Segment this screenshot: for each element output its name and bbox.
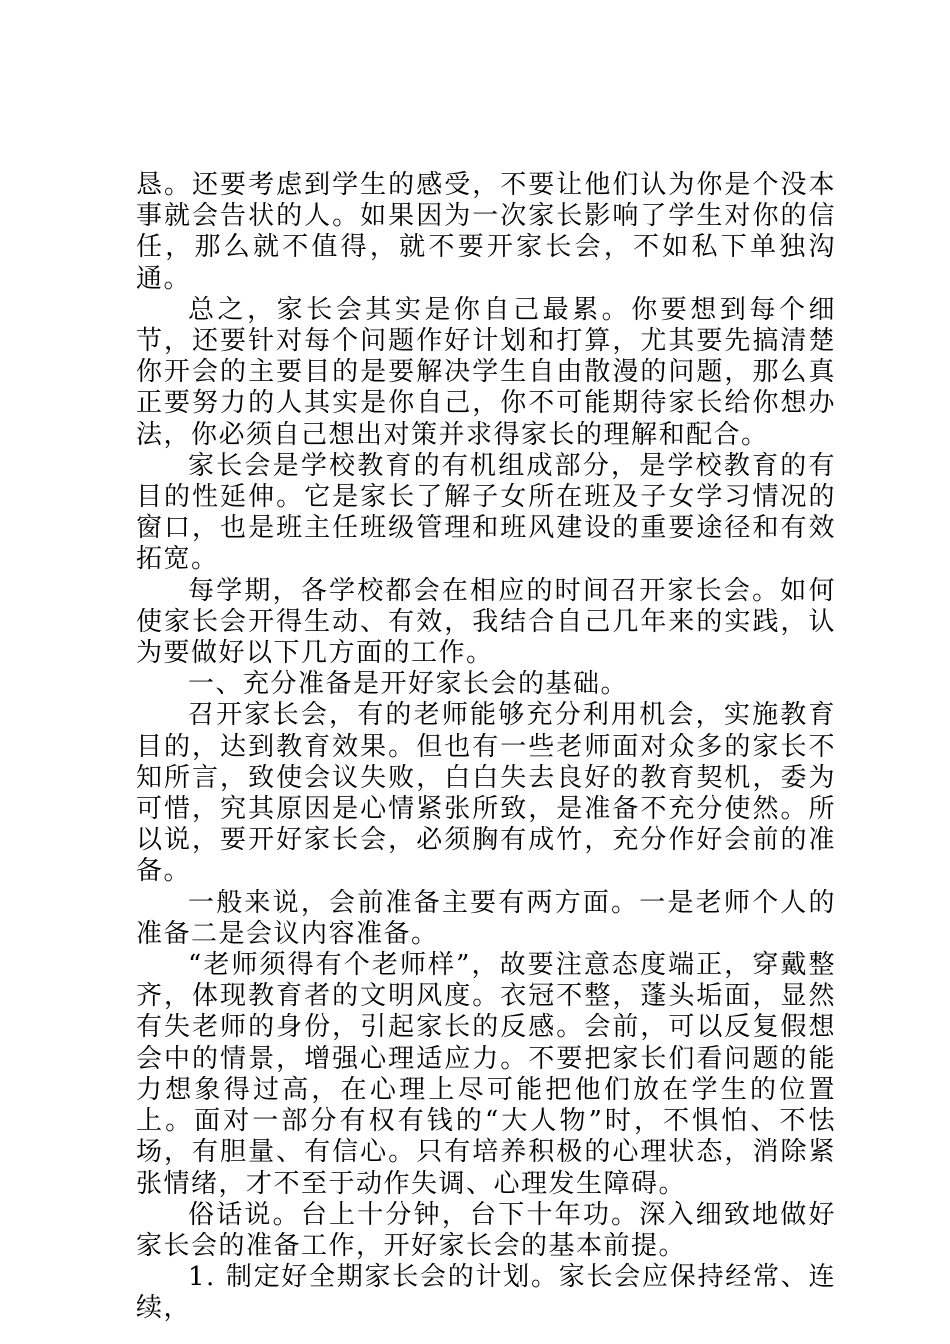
section-heading-1: 一、充分准备是开好家长会的基础。 — [188, 669, 629, 700]
document-body — [136, 170, 836, 1325]
paragraph-3: 家长会是学校教育的有机组成部分，是学校教育的有目的性延伸。它是家长了解子女所在班及子女学习情况的窗口，也是班主任班级管理和班风建设的重要途径和有效拓宽。 — [136, 450, 836, 575]
paragraph-1: 恳。还要考虑到学生的感受，不要让他们认为你是个没本事就会告状的人。如果因为一次家长影响了学生对你的信任，那么就不值得，就不要开家长会，不如私下单独沟通。 — [136, 170, 836, 294]
paragraph-6: 一般来说，会前准备主要有两方面。一是老师个人的准备二是会议内容准备。 — [136, 887, 836, 949]
paragraph-5: 召开家长会，有的老师能够充分利用机会，实施教育目的，达到教育效果。但也有一些老师面对众多的家长不知所言，致使会议失败，白白失去良好的教育契机，委为可惜，究其原因是心情紧张所致，是准备不充分使然。所以说，要开好家长会，必须胸有成竹，充分作好会前的准备。 — [136, 700, 836, 887]
paragraph-8: 俗话说。台上十分钟，台下十年功。深入细致地做好家长会的准备工作，开好家长会的基本前提。 — [136, 1199, 836, 1261]
paragraph-2: 总之，家长会其实是你自己最累。你要想到每个细节，还要针对每个问题作好计划和打算，尤其要先搞清楚你开会的主要目的是要解决学生自由散漫的问题，那么真正要努力的人其实是你自己，你不可能期待家长给你想办法，你必须自己想出对策并求得家长的理解和配合。 — [136, 294, 836, 450]
paragraph-4: 每学期，各学校都会在相应的时间召开家长会。如何使家长会开得生动、有效，我结合自己几年来的实践，认为要做好以下几方面的工作。 — [136, 575, 836, 669]
list-item-1: 1. 制定好全期家长会的计划。家长会应保持经常、连续， — [136, 1262, 836, 1324]
paragraph-7: “老师须得有个老师样”，故要注意态度端正，穿戴整齐，体现教育者的文明风度。衣冠不整，蓬头垢面，显然有失老师的身份，引起家长的反感。会前，可以反复假想会中的情景，增强心理适应力。不要把家长们看问题的能力想象得过高，在心理上尽可能把他们放在学生的位置上。面对一部分有权有钱的“大人物”时，不惧怕、不怯场，有胆量、有信心。只有培养积极的心理状态，消除紧张情绪，才不至于动作失调、心理发生障碍。 — [136, 950, 836, 1199]
